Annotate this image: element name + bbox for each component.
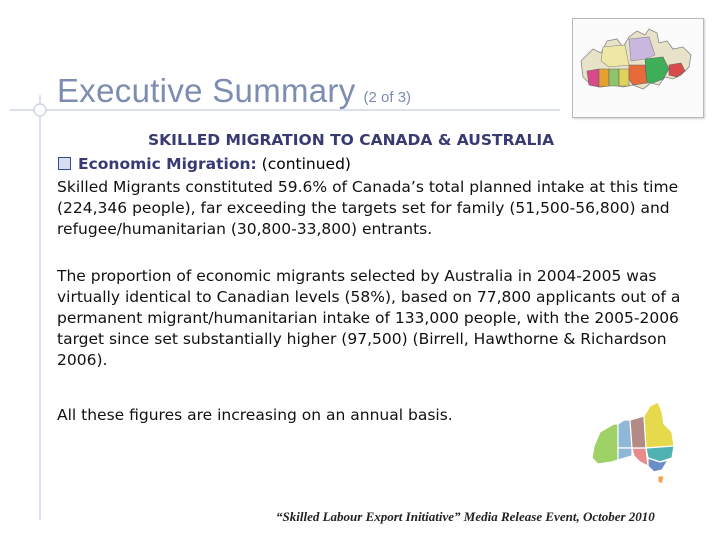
paragraph-canada: Skilled Migrants constituted 59.6% of Canada’s total planned intake at this time (224,346 people), far exceeding the targets set for family (51,500-56,800) and refugee/humanitarian (30,800-33,800) entrants.	[57, 178, 679, 238]
bullet-heading	[58, 155, 351, 173]
canada-map-image	[572, 18, 704, 118]
title-page-indicator: (2 of 3)	[363, 89, 412, 106]
paragraph-trend: All these figures are increasing on an annual basis.	[57, 406, 453, 424]
footer-citation: “Skilled Labour Export Initiative” Media Release Event, October 2010	[276, 509, 655, 524]
bullet-suffix: (continued)	[261, 155, 351, 173]
bullet-label: Economic Migration:	[78, 155, 257, 173]
title-main: Executive Summary	[57, 72, 356, 109]
canada-map-icon	[573, 19, 703, 117]
slide-title	[57, 72, 411, 110]
australia-map-icon	[588, 402, 708, 502]
section-heading: SKILLED MIGRATION TO CANADA & AUSTRALIA	[148, 131, 555, 149]
checkbox-bullet-icon	[58, 157, 71, 170]
paragraph-australia: The proportion of economic migrants selected by Australia in 2004-2005 was virtually identical to Canadian levels (58%), based on 77,800 applicants out of a permanent migrant/humanitarian intake of 133,000 people, with the 2005-2006 target since set substantially higher (97,500) (Birrell, Hawthorne & Richardson 2006).	[57, 267, 681, 369]
